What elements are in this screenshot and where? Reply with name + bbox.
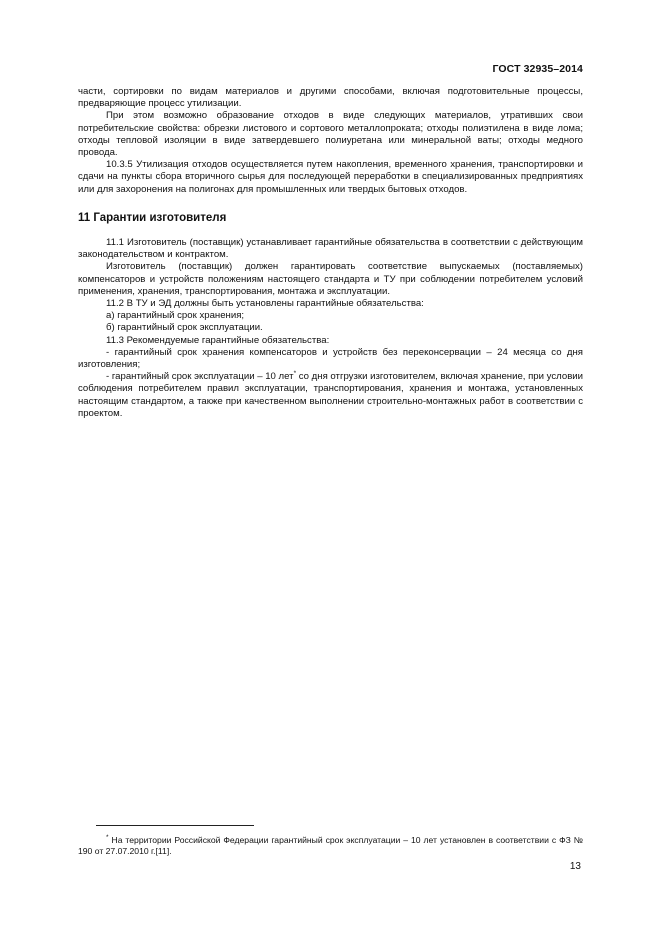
body-text [78,86,583,420]
footnote-text: На территории Российской Федерации гарантийный срок эксплуатации – 10 лет установлен в соответствии с ФЗ № 190 от 27.07.2010 г.[11]. [78,835,583,856]
list-item: а) гарантийный срок хранения; [106,310,245,322]
paragraph: При этом возможно образование отходов в виде следующих материалов, утративших свои потребительские свойства: обрезки листового и сортового металлопроката; отходы полиэтилена в виде лома; отходы тепловой изоляции в виде затвердевшего полиуретана или минеральной ваты; отходы медного провода. [78,110,583,159]
list-item: б) гарантийный срок эксплуатации. [106,322,263,334]
paragraph: 11.3 Рекомендуемые гарантийные обязательства: [106,334,330,346]
footnote-mark: * [106,834,109,841]
list-item: - гарантийный срок хранения компенсаторов и устройств без переконсервации – 24 месяца со дня изготовления; [78,346,583,371]
page-number: 13 [569,861,581,872]
footnote [78,835,583,857]
footnote-separator [96,825,254,826]
list-item [78,371,583,420]
footnote-reference: * [293,370,297,378]
paragraph: 11.2 В ТУ и ЭД должны быть установлены гарантийные обязательства: [106,298,424,310]
document-id-header: ГОСТ 32935–2014 [492,63,583,75]
paragraph: 11.1 Изготовитель (поставщик) устанавливает гарантийные обязательства в соответствии с действующим законодательством и контрактом. [78,237,583,261]
paragraph: Изготовитель (поставщик) должен гарантировать соответствие выпускаемых (поставляемых) компенсаторов и устройств положениям настоящего стандарта и ТУ при соблюдении потребителем условий применения, хранения, транспортирования, монтажа и эксплуатации. [78,261,583,297]
section-heading: 11 Гарантии изготовителя [78,211,227,224]
paragraph: 10.3.5 Утилизация отходов осуществляется путем накопления, временного хранения, транспортировки и сдачи на пункты сбора вторичного сырья для последующей переработки в специализированных предприятиях или для захоронения на полигонах для промышленных или твердых бытовых отходов. [78,159,583,195]
paragraph: части, сортировки по видам материалов и другими способами, включая подготовительные процессы, предваряющие процесс утилизации. [78,86,583,110]
warranty-text-start: - гарантийный срок эксплуатации – 10 лет [106,371,294,383]
warranty-text-end: со дня отгрузки изготовителем, включая хранение, при условии соблюдения потребителем правил эксплуатации, транспортирования, хранения и монтажа, установленных настоящим стандартом, а также при качественном выполнении строительно-монтажных работ в соответствии с проектом. [78,371,584,419]
